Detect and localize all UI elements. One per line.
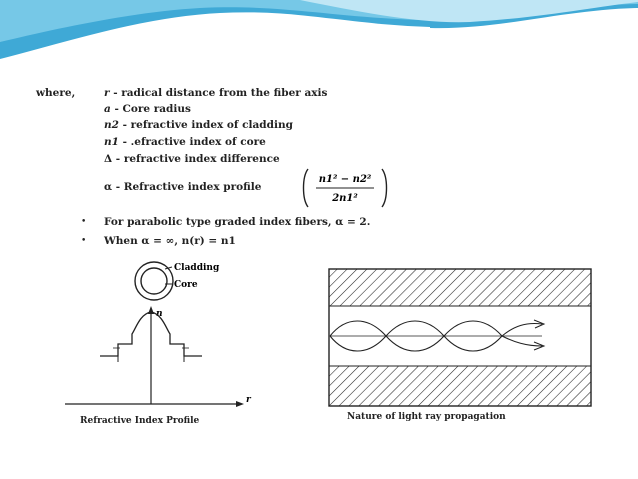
symbol-delta: Δ bbox=[104, 153, 113, 165]
header-wave-banner bbox=[0, 0, 638, 80]
definition-text: - Refractive index profile bbox=[112, 181, 262, 193]
definition-row-a bbox=[104, 103, 191, 115]
definition-text: - refractive index difference bbox=[112, 153, 280, 165]
symbol-a: a bbox=[104, 103, 111, 115]
refractive-index-profile-figure bbox=[60, 254, 260, 434]
ray-path-lower bbox=[330, 336, 542, 351]
left-figure-caption: Refractive Index Profile bbox=[80, 416, 200, 426]
bullet-dot-icon: • bbox=[81, 217, 87, 227]
where-label: where, bbox=[36, 87, 76, 99]
bullet-parabolic: For parabolic type graded index fibers, α = 2. bbox=[104, 216, 371, 228]
definition-row-delta bbox=[104, 153, 280, 165]
definition-row-n2 bbox=[104, 119, 293, 131]
formula-denominator: 2n1² bbox=[332, 193, 358, 204]
definition-text: - .efractive index of core bbox=[118, 136, 266, 148]
symbol-n1: n1 bbox=[104, 136, 119, 148]
cladding-label: Cladding bbox=[174, 263, 220, 273]
symbol-n2: n2 bbox=[104, 119, 119, 131]
bullet-alpha-infinity: When α = ∞, n(r) = n1 bbox=[104, 235, 236, 247]
index-profile-formula bbox=[302, 167, 388, 209]
ray-path-upper bbox=[330, 321, 542, 336]
r-axis-label: r bbox=[246, 395, 251, 405]
symbol-r: r bbox=[104, 87, 110, 99]
light-ray-propagation-figure bbox=[328, 268, 594, 408]
core-circle bbox=[141, 268, 167, 294]
definition-row-n1 bbox=[104, 136, 266, 148]
definition-text: - Core radius bbox=[110, 103, 191, 115]
symbol-alpha: α bbox=[104, 181, 113, 193]
definition-row-r bbox=[104, 87, 327, 99]
definition-text: - refractive index of cladding bbox=[118, 119, 293, 131]
definition-row-alpha bbox=[104, 181, 261, 193]
upper-cladding bbox=[329, 269, 591, 306]
right-figure-caption: Nature of light ray propagation bbox=[347, 412, 506, 422]
bullet-dot-icon: • bbox=[81, 236, 87, 246]
formula-numerator: n1² − n2² bbox=[318, 174, 372, 185]
n-axis-label: n bbox=[156, 309, 163, 319]
core-label: Core bbox=[174, 280, 198, 290]
lower-cladding bbox=[329, 366, 591, 406]
definition-text: - radical distance from the fiber axis bbox=[109, 87, 328, 99]
